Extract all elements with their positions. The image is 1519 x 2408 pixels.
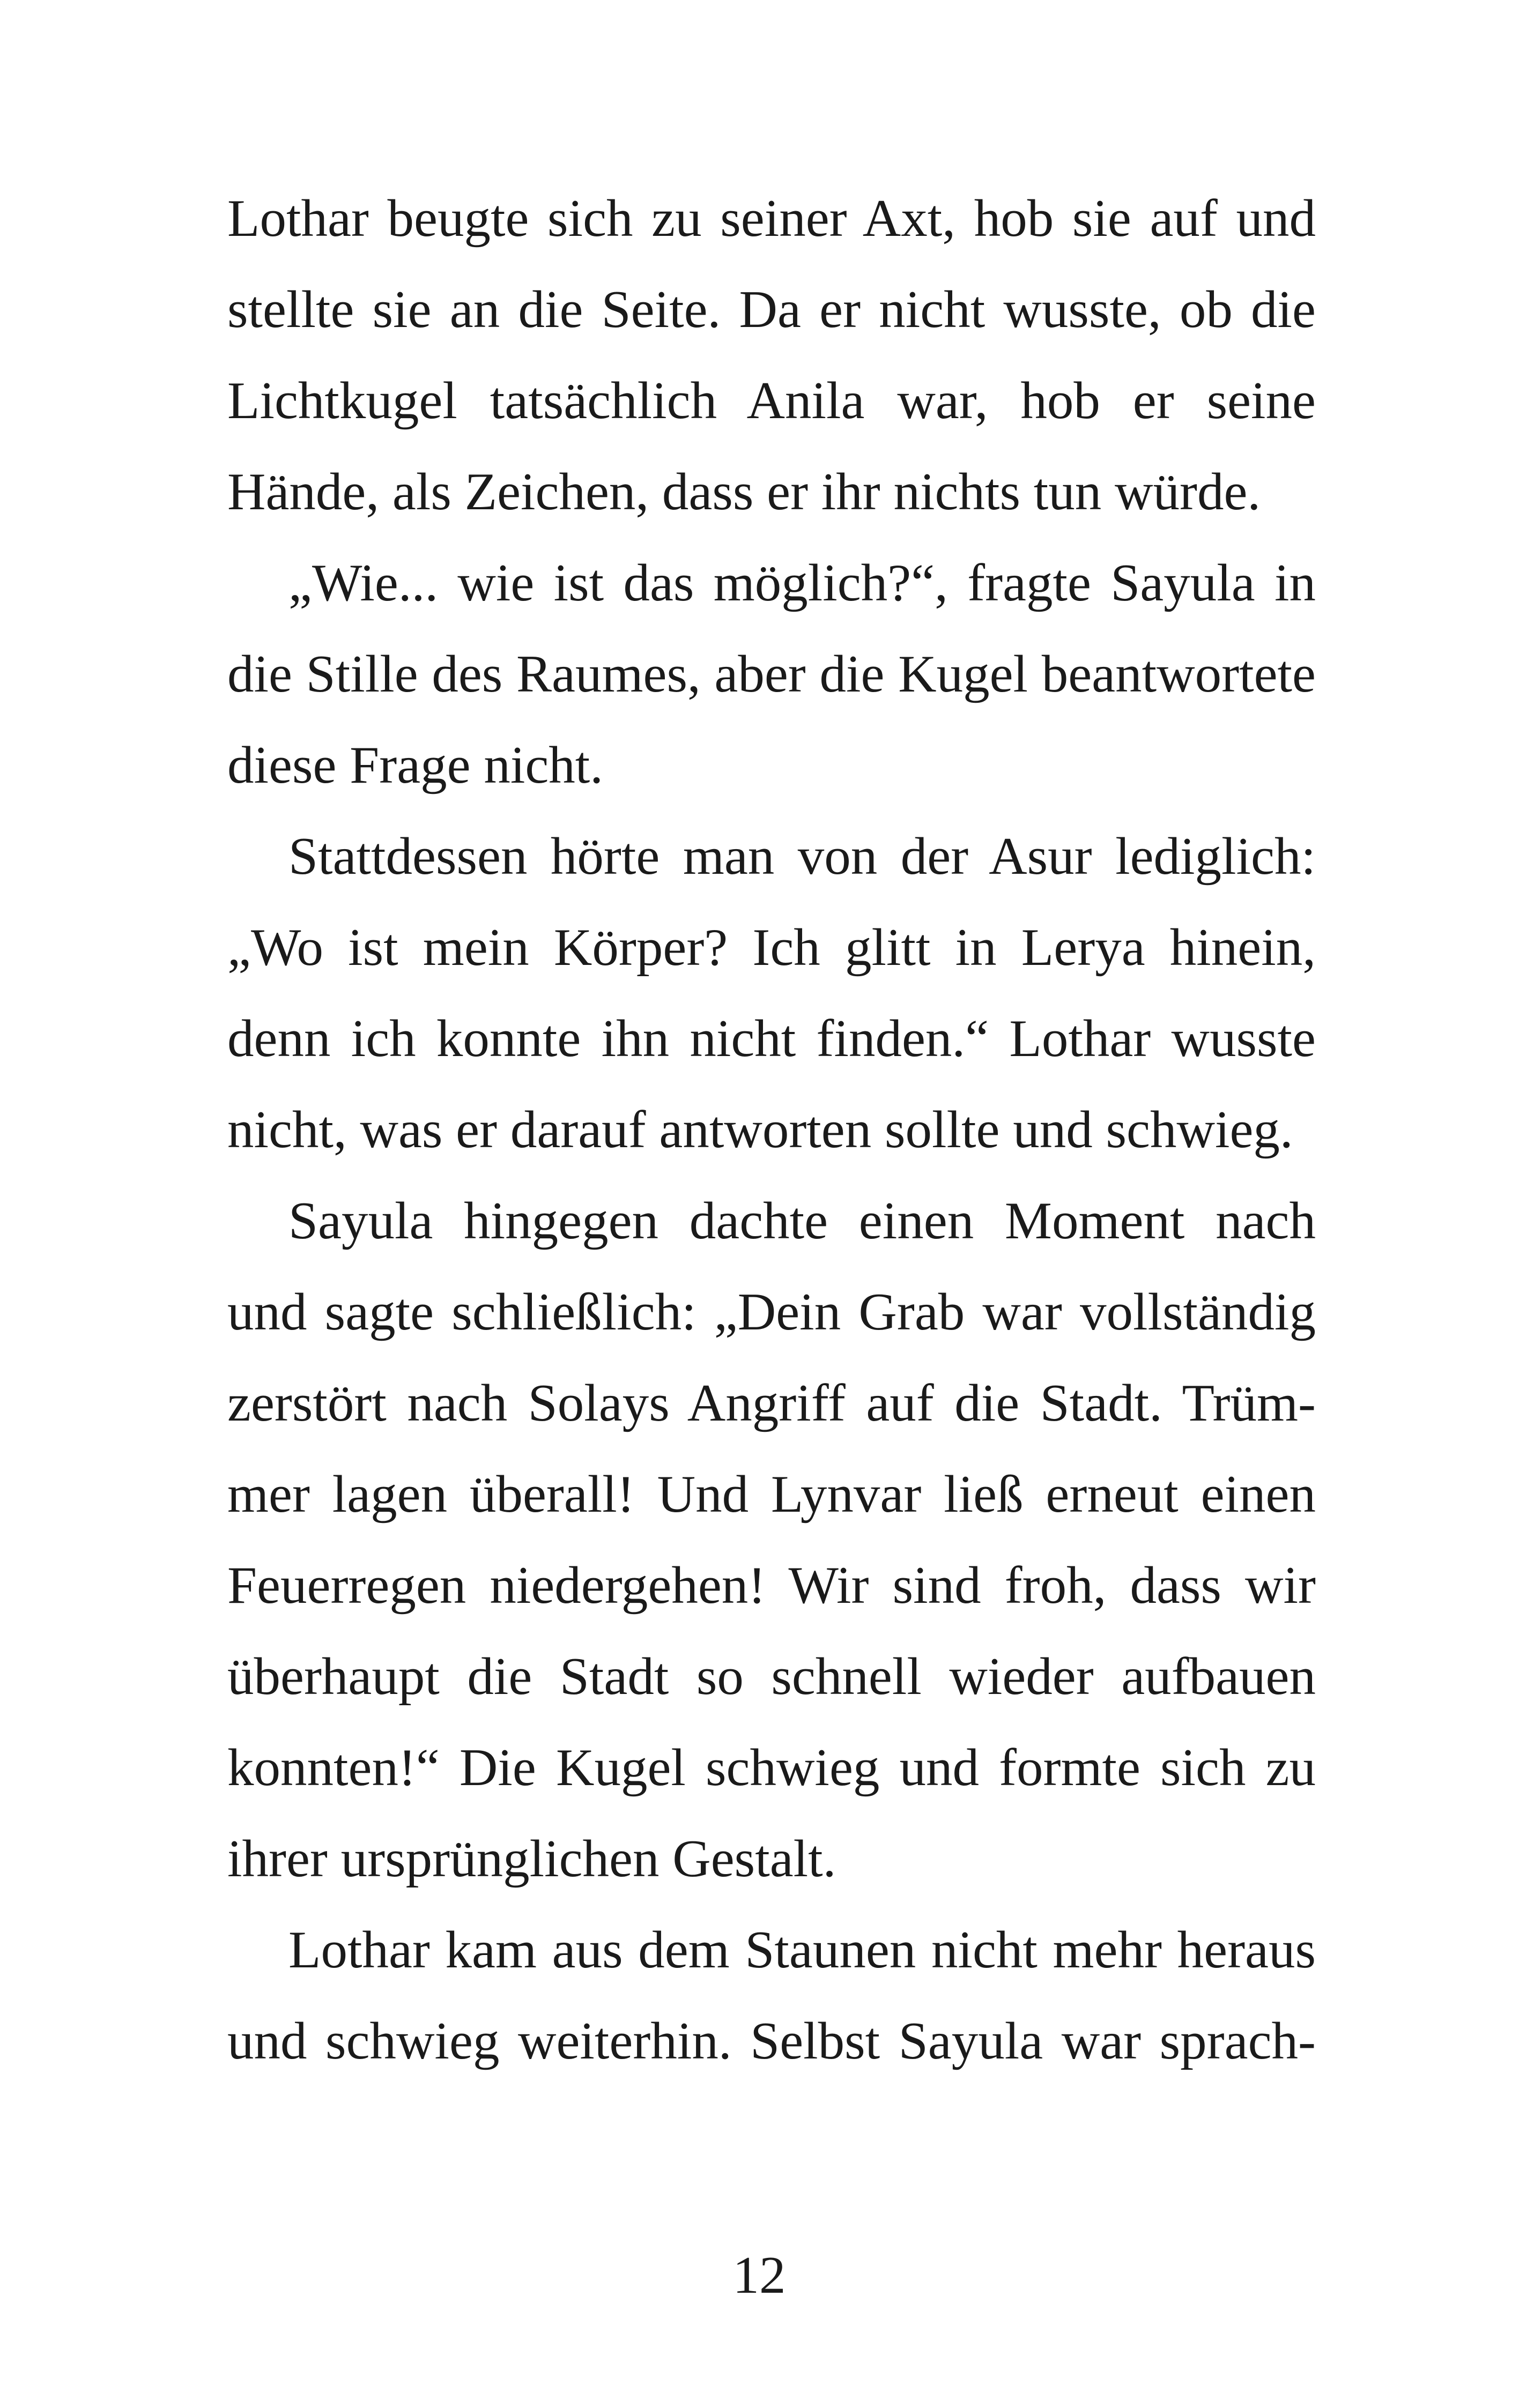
text-line: diese Frage nicht. [227, 736, 604, 794]
page-number: 12 [732, 2246, 786, 2305]
text-line: ihrer ursprünglichen Gestalt. [227, 1830, 836, 1888]
text-line: Lothar beugte sich zu seiner Axt, hob sie auf und [227, 189, 1316, 248]
text-line: „Wie... wie ist das möglich?“, fragte Sayula in [288, 554, 1316, 612]
text-line: überhaupt die Stadt so schnell wieder aufbauen [227, 1647, 1316, 1706]
text-line: „Wo ist mein Körper? Ich glitt in Lerya hinein, [227, 918, 1316, 977]
text-line: Sayula hingegen dachte einen Moment nach [288, 1192, 1316, 1250]
text-line: mer lagen überall! Und Lynvar ließ erneut einen [227, 1465, 1316, 1523]
text-line: die Stille des Raumes, aber die Kugel beantwortete [227, 645, 1316, 703]
text-line: Hände, als Zeichen, dass er ihr nichts tun würde. [227, 463, 1261, 521]
text-line: Lichtkugel tatsächlich Anila war, hob er seine [227, 371, 1316, 430]
text-line: und schwieg weiterhin. Selbst Sayula war sprach- [227, 2012, 1316, 2070]
text-line: zerstört nach Solays Angriff auf die Stadt. Trüm- [227, 1374, 1316, 1432]
text-line: stellte sie an die Seite. Da er nicht wusste, ob die [227, 280, 1316, 339]
text-line: und sagte schließlich: „Dein Grab war vollständig [227, 1283, 1316, 1341]
text-line: Feuerregen niedergehen! Wir sind froh, dass wir [227, 1556, 1316, 1615]
text-line: Lothar kam aus dem Staunen nicht mehr heraus [288, 1921, 1316, 1979]
text-line: nicht, was er darauf antworten sollte und schwieg. [227, 1101, 1293, 1159]
text-line: Stattdessen hörte man von der Asur lediglich: [288, 827, 1316, 886]
text-line: denn ich konnte ihn nicht finden.“ Lothar wusste [227, 1009, 1316, 1068]
text-line: konnten!“ Die Kugel schwieg und formte sich zu [227, 1738, 1316, 1797]
